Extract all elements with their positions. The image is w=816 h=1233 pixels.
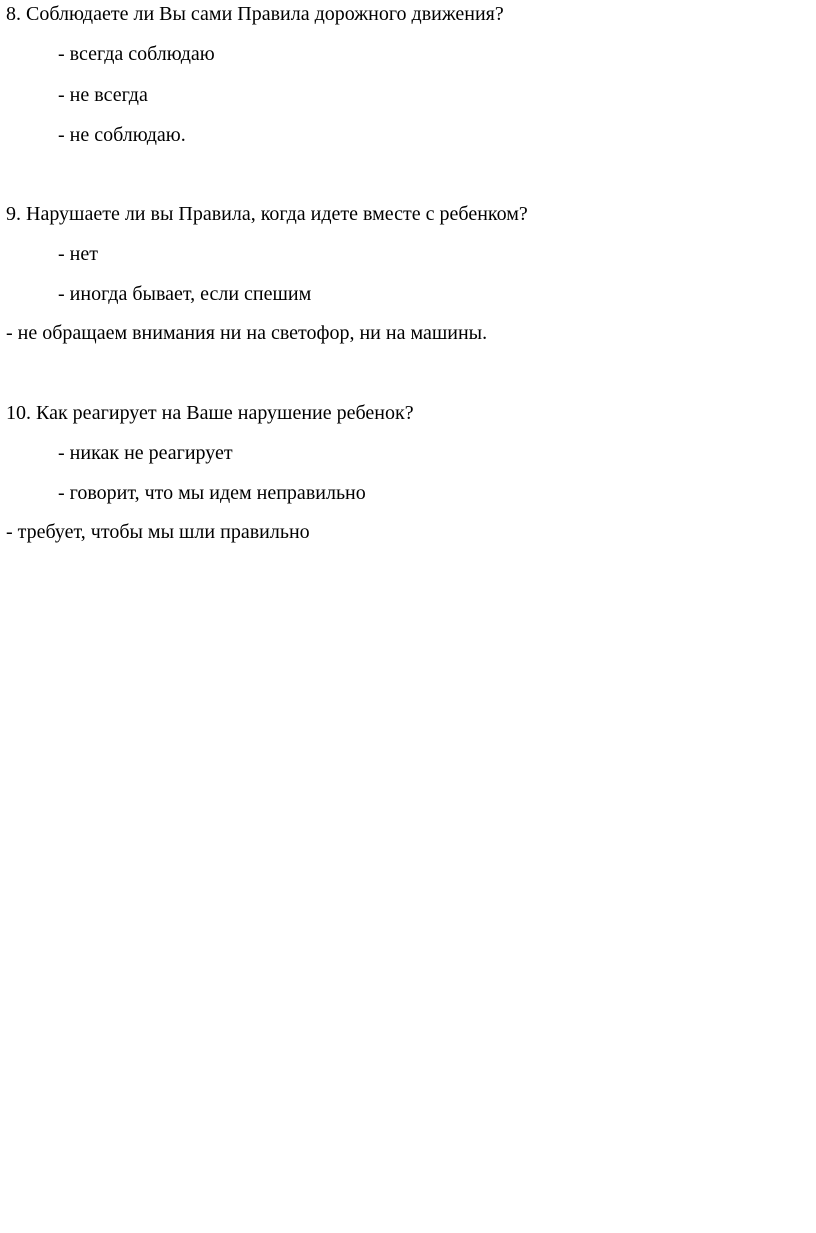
- question-9: 9. Нарушаете ли вы Правила, когда идете вместе с ребенком?: [6, 203, 528, 225]
- answer-10-1: - никак не реагирует: [58, 442, 233, 464]
- answer-8-2: - не всегда: [58, 84, 148, 106]
- answer-10-3: - требует, чтобы мы шли правильно: [6, 521, 310, 543]
- answer-9-1: - нет: [58, 243, 98, 265]
- answer-8-1: - всегда соблюдаю: [58, 43, 215, 65]
- answer-9-2: - иногда бывает, если спешим: [58, 283, 312, 305]
- answer-8-3: - не соблюдаю.: [58, 124, 186, 146]
- question-8: 8. Соблюдаете ли Вы сами Правила дорожного движения?: [6, 3, 504, 25]
- answer-9-3: - не обращаем внимания ни на светофор, ни на машины.: [6, 322, 488, 344]
- answer-10-2: - говорит, что мы идем неправильно: [58, 482, 366, 504]
- question-10: 10. Как реагирует на Ваше нарушение ребенок?: [6, 402, 414, 424]
